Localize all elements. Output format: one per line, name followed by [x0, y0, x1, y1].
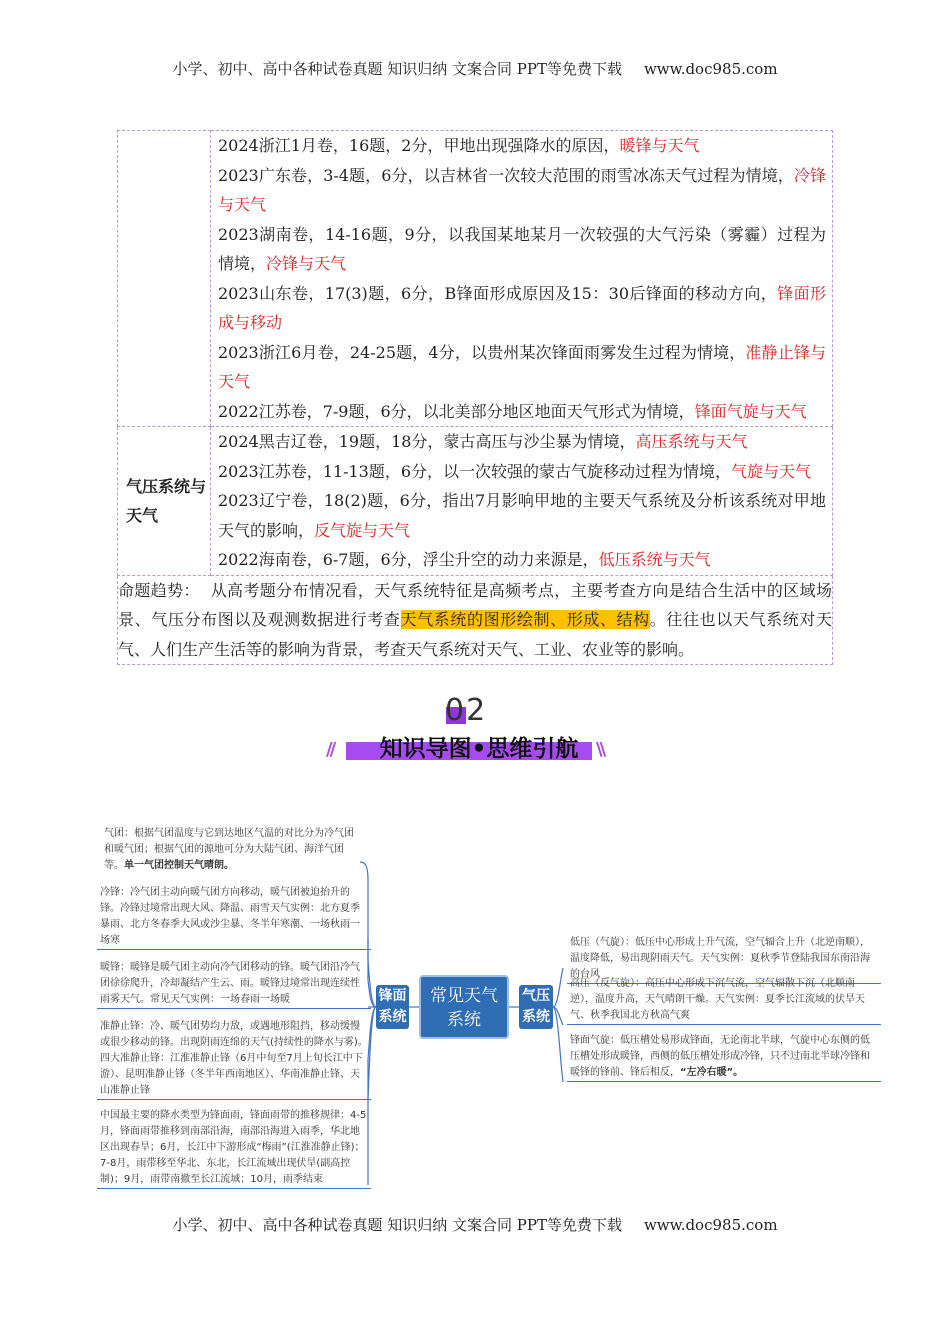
- slash-decoration-left: //: [326, 739, 334, 760]
- exam-item: 2023湖南卷，14-16题，9分，以我国某地某月一次较强的大气污染（雾霾）过程为情境，冷锋与天气: [218, 224, 826, 273]
- front-system-node[interactable]: 锋面系统: [376, 985, 409, 1029]
- warm-front-box: 暖锋：暖锋是暖气团主动向冷气团移动的锋。暖气团沿冷气团徐徐爬升，冷却凝结产生云、雨。暖锋过境常出现连续性雨雾天气。常见天气实例：一场春雨一场暖: [97, 960, 371, 1009]
- frontal-rain-box: 中国最主要的降水类型为锋面雨，锋面雨带的推移规律：4-5月，锋面雨带推移到南部沿海，南部沿海进入雨季，华北地区出现春旱；6月，长江中下游形成“梅雨”(江淮准静止锋)；7-8月，雨带移至华北、东北，长江流域出现伏旱(副高控制)；9月，雨带南撤至长江流域；10月，雨季结束: [97, 1108, 371, 1189]
- trend-highlight: 天气系统的图形绘制、形成、结构: [400, 610, 650, 629]
- exam-item: 2023江苏卷，11-13题，6分，以一次较强的蒙古气旋移动过程为情境，气旋与天气: [218, 461, 812, 481]
- topic-tag: 准静止锋与天气: [218, 342, 826, 391]
- exam-item: 2023广东卷，3-4题，6分，以吉林省一次较大范围的雨雪冰冻天气过程为情境，冷锋与天气: [218, 165, 826, 214]
- page-footer: [0, 1214, 950, 1235]
- low-pressure-box: 低压（气旋）：低压中心形成上升气流，空气辐合上升（北逆南顺），温度降低，易出现阴雨天气。天气实例：夏秋季节登陆我国东南沿海的台风: [567, 935, 881, 984]
- topic-tag: 锋面形成与移动: [218, 283, 826, 332]
- frontal-cyclone-box: 锋面气旋：低压槽处易形成锋面，无论南北半球，气旋中心东侧的低压槽处形成暖锋，西侧的低压槽处形成冷锋，只不过南北半球冷锋和暖锋的锋前、锋后相反，“左冷右暖”。: [567, 1033, 881, 1082]
- topic-tag: 气旋与天气: [731, 461, 812, 481]
- exam-item: 2024浙江1月卷，16题，2分，甲地出现强降水的原因，暖锋与天气: [218, 136, 700, 155]
- category-cell: 气压系统与天气: [118, 427, 211, 576]
- section-number: 02: [445, 693, 488, 728]
- slash-decoration-right: \\: [596, 739, 604, 760]
- topic-tag: 暖锋与天气: [619, 136, 700, 155]
- pressure-system-node[interactable]: 气压系统: [519, 985, 553, 1029]
- exam-item: 2023浙江6月卷，24-25题，4分，以贵州某次锋面雨雾发生过程为情境，准静止锋与天气: [218, 342, 826, 391]
- topic-tag: 冷锋与天气: [266, 254, 347, 273]
- exam-item: 2022江苏卷，7-9题，6分，以北美部分地区地面天气形式为情境，锋面气旋与天气: [218, 401, 807, 421]
- trend-cell: 命题趋势： 从高考题分布情况看，天气系统特征是高频考点，主要考查方向是结合生活中的区域场景、气压分布图以及观测数据进行考查天气系统的图形绘制、形成、结构。往往也以天气系统对天气、人们生产生活等的影响为背景，考查天气系统对天气、工业、农业等的影响。: [118, 575, 833, 665]
- footer-url[interactable]: www.doc985.com: [643, 1216, 778, 1234]
- exam-item: 2023山东卷，17(3)题，6分，B锋面形成原因及15：30后锋面的移动方向，锋面形成与移动: [218, 283, 826, 332]
- topic-tag: 高压系统与天气: [635, 432, 748, 451]
- cold-front-box: 冷锋：冷气团主动向暖气团方向移动，暖气团被迫抬升的锋。冷锋过境常出现大风、降温、雨雪天气实例：北方夏季暴雨、北方冬春季大风或沙尘暴、冬半年寒潮、一场秋雨一场寒: [97, 885, 371, 950]
- high-pressure-box: 高压（反气旋）：高压中心形成下沉气流，空气辐散下沉（北顺南逆），温度升高，天气晴朗干燥。天气实例：夏季长江流域的伏旱天气、秋季我国北方秋高气爽: [567, 976, 881, 1025]
- exam-item: 2022海南卷，6-7题，6分，浮尘升空的动力来源是，低压系统与天气: [218, 550, 711, 569]
- header-url[interactable]: www.doc985.com: [643, 60, 778, 78]
- topic-tag: 锋面气旋与天气: [694, 401, 807, 421]
- exam-item: 2024黑吉辽卷，19题，18分，蒙古高压与沙尘暴为情境，高压系统与天气: [218, 432, 748, 451]
- footer-text: 小学、初中、高中各种试卷真题 知识归纳 文案合同 PPT等免费下载: [172, 1216, 622, 1234]
- stationary-front-box: 准静止锋：冷、暖气团势均力敌，或遇地形阻挡，移动缓慢或很少移动的锋。出现阴雨连绵的天气(持续性的降水与雾)。四大准静止锋：江淮准静止锋（6月中旬至7月上旬长江中下游）、昆明准静止锋（冬半年西南地区）、华南准静止锋、天山准静止锋: [97, 1019, 371, 1100]
- section-title: 知识导图•思维引航: [379, 736, 579, 762]
- exam-item: 2023辽宁卷，18(2)题，6分，指出7月影响甲地的主要天气系统及分析该系统对甲地天气的影响，反气旋与天气: [218, 491, 826, 540]
- topic-tag: 冷锋与天气: [218, 165, 826, 214]
- trend-label: 命题趋势：: [118, 580, 200, 600]
- topic-tag: 反气旋与天气: [314, 520, 411, 540]
- center-node[interactable]: 常见天气系统: [419, 975, 509, 1039]
- header-text: 小学、初中、高中各种试卷真题 知识归纳 文案合同 PPT等免费下载: [172, 60, 622, 78]
- topic-tag: 低压系统与天气: [598, 550, 711, 569]
- airmass-box: 气团：根据气团温度与它到达地区气温的对比分为冷气团和暖气团；根据气团的源地可分为大陆气团、海洋气团等。单一气团控制天气晴朗。: [104, 828, 354, 871]
